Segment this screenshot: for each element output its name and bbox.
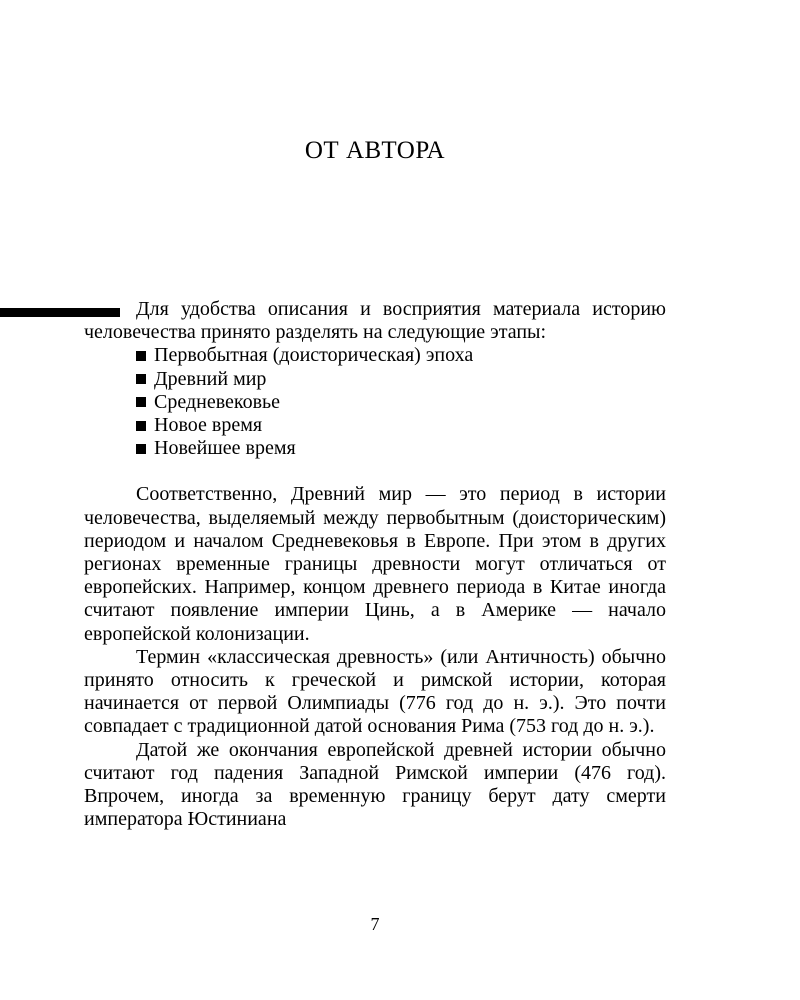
list-item: [136, 368, 666, 391]
list-item-label: Средневековье: [154, 390, 281, 413]
list-item-label: Древний мир: [154, 367, 267, 390]
square-bullet-icon: [136, 351, 146, 361]
list-item-label: Первобытная (доисторическая) эпоха: [154, 344, 474, 367]
paragraph-ancient-world: Соответственно, Древний мир — это период в истории человечества, выделяемый между первобытным (доисторическим) периодом и началом Средневековья в Европе. При этом в других регионах временные границы древности могут отличаться от европейских. Например, концом древнего периода в Китае иногда считают появление империи Цинь, а в Америке — начало европейской колонизации.: [84, 483, 666, 645]
list-item: [136, 344, 666, 367]
body-text: [84, 298, 666, 831]
list-item: [136, 414, 666, 437]
square-bullet-icon: [136, 421, 146, 431]
page-title: ОТ АВТОРА: [304, 137, 446, 164]
list-item-label: Новейшее время: [154, 437, 296, 460]
intro-paragraph: Для удобства описания и восприятия материала историю человечества принято разделять на следующие этапы:: [84, 298, 666, 344]
square-bullet-icon: [136, 374, 146, 384]
list-item: [136, 437, 666, 460]
page-number: 7: [370, 914, 380, 934]
square-bullet-icon: [136, 397, 146, 407]
paragraph-end-of-antiquity: Датой же окончания европейской древней истории обычно считают год падения Западной Римской империи (476 год). Впрочем, иногда за временную границу берут дату смерти императора Юстиниана: [84, 738, 666, 831]
paragraph-spacer: [84, 460, 666, 483]
list-item: [136, 391, 666, 414]
period-list: [84, 344, 666, 460]
paragraph-classical-antiquity: Термин «классическая древность» (или Античность) обычно принято относить к греческой и римской истории, которая начинается от первой Олимпиады (776 год до н. э.). Это почти совпадает с традиционной датой основания Рима (753 год до н. э.).: [84, 645, 666, 738]
list-item-label: Новое время: [154, 414, 263, 437]
square-bullet-icon: [136, 444, 146, 454]
